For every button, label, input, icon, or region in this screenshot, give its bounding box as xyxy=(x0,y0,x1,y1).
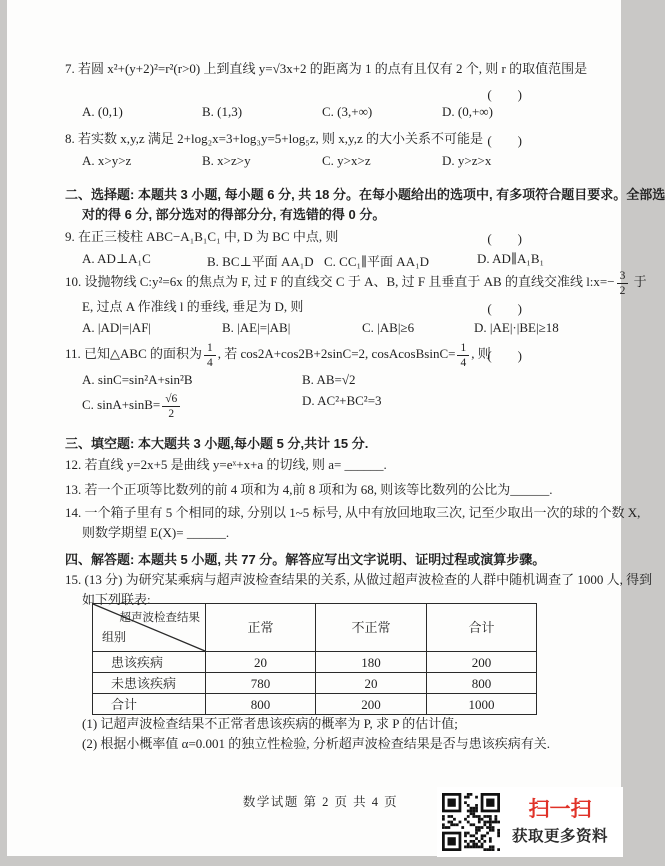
option: A. sinC=sin²A+sin²B xyxy=(82,372,193,387)
option: D. AD∥A₁B₁ xyxy=(477,251,545,266)
scan-text-red: 扫一扫 xyxy=(528,797,592,821)
qr-promo-panel xyxy=(437,787,623,857)
question-15-part2: (2) 根据小概率值 α=0.001 的独立性检验, 分析超声波检查结果是否与患该疾病有关. xyxy=(82,736,551,751)
question-11-options-row2 xyxy=(82,393,382,420)
section-4-header: 四、解答题: 本题共 5 小题, 共 77 分。解答应写出文字说明、证明过程或演算步骤。 xyxy=(65,552,546,567)
corner-label-top: 超声波检查结果 xyxy=(119,612,200,624)
option: B. |AE|=|AB| xyxy=(222,320,291,335)
option: A. AD⊥A₁C xyxy=(82,251,151,266)
option: A. |AD|=|AF| xyxy=(82,320,152,335)
question-10-text-line2: E, 过点 A 作准线 l 的垂线, 垂足为 D, 则 xyxy=(82,299,304,314)
table-cell: 20 xyxy=(206,652,316,673)
question-9-text: 9. 在正三棱柱 ABC−A₁B₁C₁ 中, D 为 BC 中点, 则 xyxy=(65,229,339,244)
fraction xyxy=(457,342,469,369)
fraction xyxy=(617,270,629,297)
question-11-text-part: , 若 cos2A+cos2B+2sinC=2, cosAcosBsinC= xyxy=(217,346,456,362)
question-10-text-part: 于 xyxy=(630,274,647,290)
question-9-options xyxy=(82,251,544,270)
table-cell: 200 xyxy=(427,652,537,673)
option: B. BC⊥平面 AA₁D xyxy=(207,254,314,269)
qr-code-icon xyxy=(442,793,500,851)
question-14-text-line2: 则数学期望 E(X)= ______. xyxy=(82,525,230,540)
question-11-text-line1 xyxy=(65,342,491,369)
option: D. |AE|·|BE|≥18 xyxy=(474,320,559,335)
option-text-part: C. sinA+sinB= xyxy=(82,397,161,413)
table-header-row xyxy=(93,604,537,652)
scan-text-black: 获取更多资料 xyxy=(512,828,609,846)
question-15-text-line1: 15. (13 分) 为研究某乘病与超声波检查结果的关系, 从做过超声波检查的人群中随机调查了 1000 人, 得到 xyxy=(65,572,653,587)
question-9-answer-paren: ( ) xyxy=(487,231,522,246)
section-3-header: 三、填空题: 本大题共 3 小题,每小题 5 分,共计 15 分. xyxy=(65,436,369,451)
table-cell: 780 xyxy=(206,673,316,694)
corner-label-bottom: 组别 xyxy=(102,630,127,644)
question-11-text-part: 11. 已知△ABC 的面积为 xyxy=(65,346,202,362)
fraction-denominator: 2 xyxy=(168,408,175,421)
fraction-numerator: 1 xyxy=(204,342,216,356)
contingency-table xyxy=(92,603,537,715)
option: B. (1,3) xyxy=(202,104,243,119)
question-12-text: 12. 若直线 y=2x+5 是曲线 y=eˣ+x+a 的切线, 则 a= ______. xyxy=(65,457,387,472)
table-cell: 200 xyxy=(316,694,427,715)
page-footer: 数学试题 第 2 页 共 4 页 xyxy=(242,795,399,809)
question-7-options xyxy=(82,104,493,120)
question-13-text: 13. 若一个正项等比数列的前 4 项和为 4,前 8 项和为 68, 则该等比数列的公比为______. xyxy=(65,482,553,497)
fraction-numerator: 1 xyxy=(457,342,469,356)
option: A. (0,1) xyxy=(82,104,123,119)
option: B. AB=√2 xyxy=(302,372,356,387)
option: D. AC²+BC²=3 xyxy=(302,393,382,408)
option xyxy=(82,393,302,420)
table-cell: 20 xyxy=(316,673,427,694)
option: C. |AB|≥6 xyxy=(362,320,415,335)
table-cell: 800 xyxy=(427,673,537,694)
question-15-text-line2: 如下列联表: xyxy=(82,592,151,607)
question-8-text: 8. 若实数 x,y,z 满足 2+log₂x=3+log₃y=5+log₅z, 则 x,y,z 的大小关系不可能是 xyxy=(65,131,483,146)
table-row xyxy=(93,694,537,715)
question-7-text: 7. 若圆 x²+(y+2)²=r²(r>0) 上到直线 y=√3x+2 的距离为 1 的点有且仅有 2 个, 则 r 的取值范围是 xyxy=(65,61,588,76)
option: B. x>z>y xyxy=(202,153,251,168)
column-header: 合计 xyxy=(427,604,537,652)
fraction-denominator: 4 xyxy=(460,357,467,370)
row-label: 患该疾病 xyxy=(93,652,206,673)
column-header: 不正常 xyxy=(316,604,427,652)
question-15-part1: (1) 记超声波检查结果不正常者患该疾病的概率为 P, 求 P 的估计值; xyxy=(82,716,458,731)
paper-page xyxy=(7,0,665,856)
question-14-text-line1: 14. 一个箱子里有 5 个相同的球, 分别以 1~5 标号, 从中有放回地取三次, 记至少取出一次的球的个数 X, xyxy=(65,505,641,520)
option: C. CC₁∥平面 AA₁D xyxy=(324,254,429,269)
row-label: 未患该疾病 xyxy=(93,673,206,694)
fraction-denominator: 2 xyxy=(619,285,626,298)
table-cell: 800 xyxy=(206,694,316,715)
question-10-text-line1 xyxy=(65,270,647,297)
option: C. (3,+∞) xyxy=(322,104,373,119)
question-11-options-row1 xyxy=(82,372,355,388)
option: A. x>y>z xyxy=(82,153,132,168)
option: C. y>x>z xyxy=(322,153,371,168)
question-10-options xyxy=(82,320,559,336)
fraction xyxy=(204,342,216,369)
table-cell: 180 xyxy=(316,652,427,673)
fraction-numerator: 3 xyxy=(617,270,629,284)
fraction-numerator: √6 xyxy=(162,393,180,407)
option: D. y>z>x xyxy=(442,153,492,168)
question-8-answer-paren: ( ) xyxy=(487,133,522,148)
question-8-options xyxy=(82,153,491,169)
table-corner-cell xyxy=(93,604,206,652)
option: D. (0,+∞) xyxy=(442,104,493,119)
question-7-answer-paren: ( ) xyxy=(487,87,522,102)
section-2-header-line2: 对的得 6 分, 部分选对的得部分分, 有选错的得 0 分。 xyxy=(82,207,386,222)
fraction-denominator: 4 xyxy=(207,357,213,370)
column-header: 正常 xyxy=(206,604,316,652)
question-11-answer-paren: ( ) xyxy=(487,348,522,363)
table-row xyxy=(93,673,537,694)
table-cell: 1000 xyxy=(427,694,537,715)
row-label: 合计 xyxy=(93,694,206,715)
question-11-text-part: , 则 xyxy=(471,346,491,362)
qr-promo-text xyxy=(512,798,608,846)
table-row xyxy=(93,652,537,673)
fraction xyxy=(162,393,180,420)
section-2-header-line1: 二、选择题: 本题共 3 小题, 每小题 6 分, 共 18 分。在每小题给出的选项中, 有多项符合题目要求。全部选 xyxy=(65,187,665,202)
question-10-text-part: 10. 设抛物线 C:y²=6x 的焦点为 F, 过 F 的直线交 C 于 A、B, 过 F 且垂直于 AB 的直线交准线 l:x=− xyxy=(65,274,615,290)
question-10-answer-paren: ( ) xyxy=(487,301,522,316)
